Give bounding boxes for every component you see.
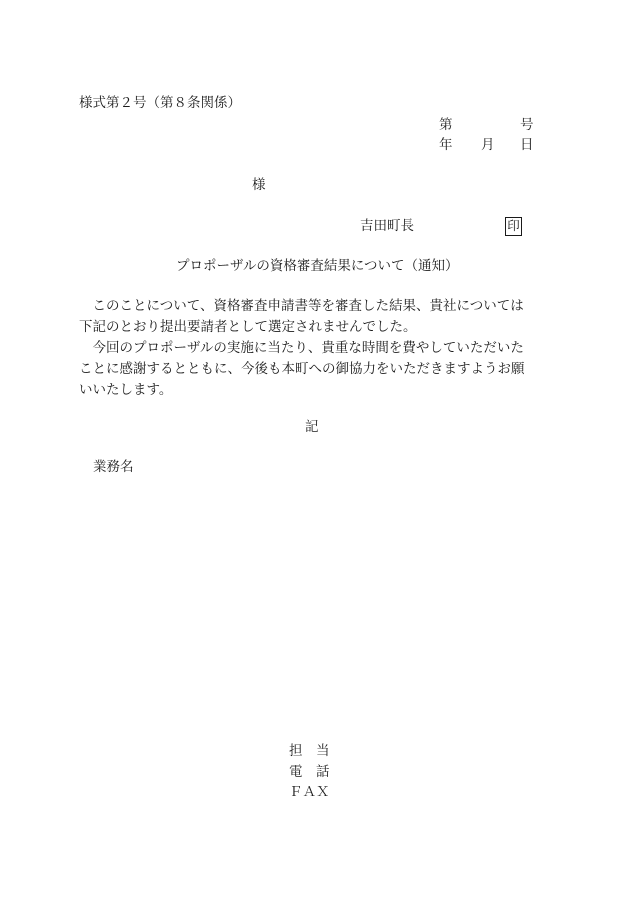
date-month-label: 月 (481, 137, 495, 153)
form-label: 様式第２号（第８条関係） (79, 95, 241, 111)
body-text (79, 296, 535, 401)
contact-phone-label: 電 話 (289, 764, 330, 780)
seal-box: 印 (505, 217, 522, 236)
date-year-label: 年 (439, 137, 453, 153)
project-name-label: 業務名 (93, 459, 134, 475)
contact-person-label: 担 当 (289, 743, 330, 759)
date-day-label: 日 (520, 137, 534, 153)
addressee-suffix: 様 (252, 177, 266, 193)
document-title: プロポーザルの資格審査結果について（通知） (176, 258, 459, 274)
contact-fax-label: ＦＡＸ (289, 784, 330, 800)
doc-number-suffix: 号 (520, 117, 534, 133)
ki-heading: 記 (305, 419, 319, 435)
sender-name: 吉田町長 (360, 218, 414, 234)
body-paragraph: このことについて、資格審査申請書等を審査した結果、貴社については下記のとおり提出要請者として選定されませんでした。 (79, 298, 524, 335)
doc-number-prefix: 第 (439, 117, 453, 133)
body-paragraph: 今回のプロポーザルの実施に当たり、貴重な時間を費やしていただいたことに感謝するとともに、今後も本町への御協力をいただきますようお願いいたします。 (79, 340, 525, 398)
